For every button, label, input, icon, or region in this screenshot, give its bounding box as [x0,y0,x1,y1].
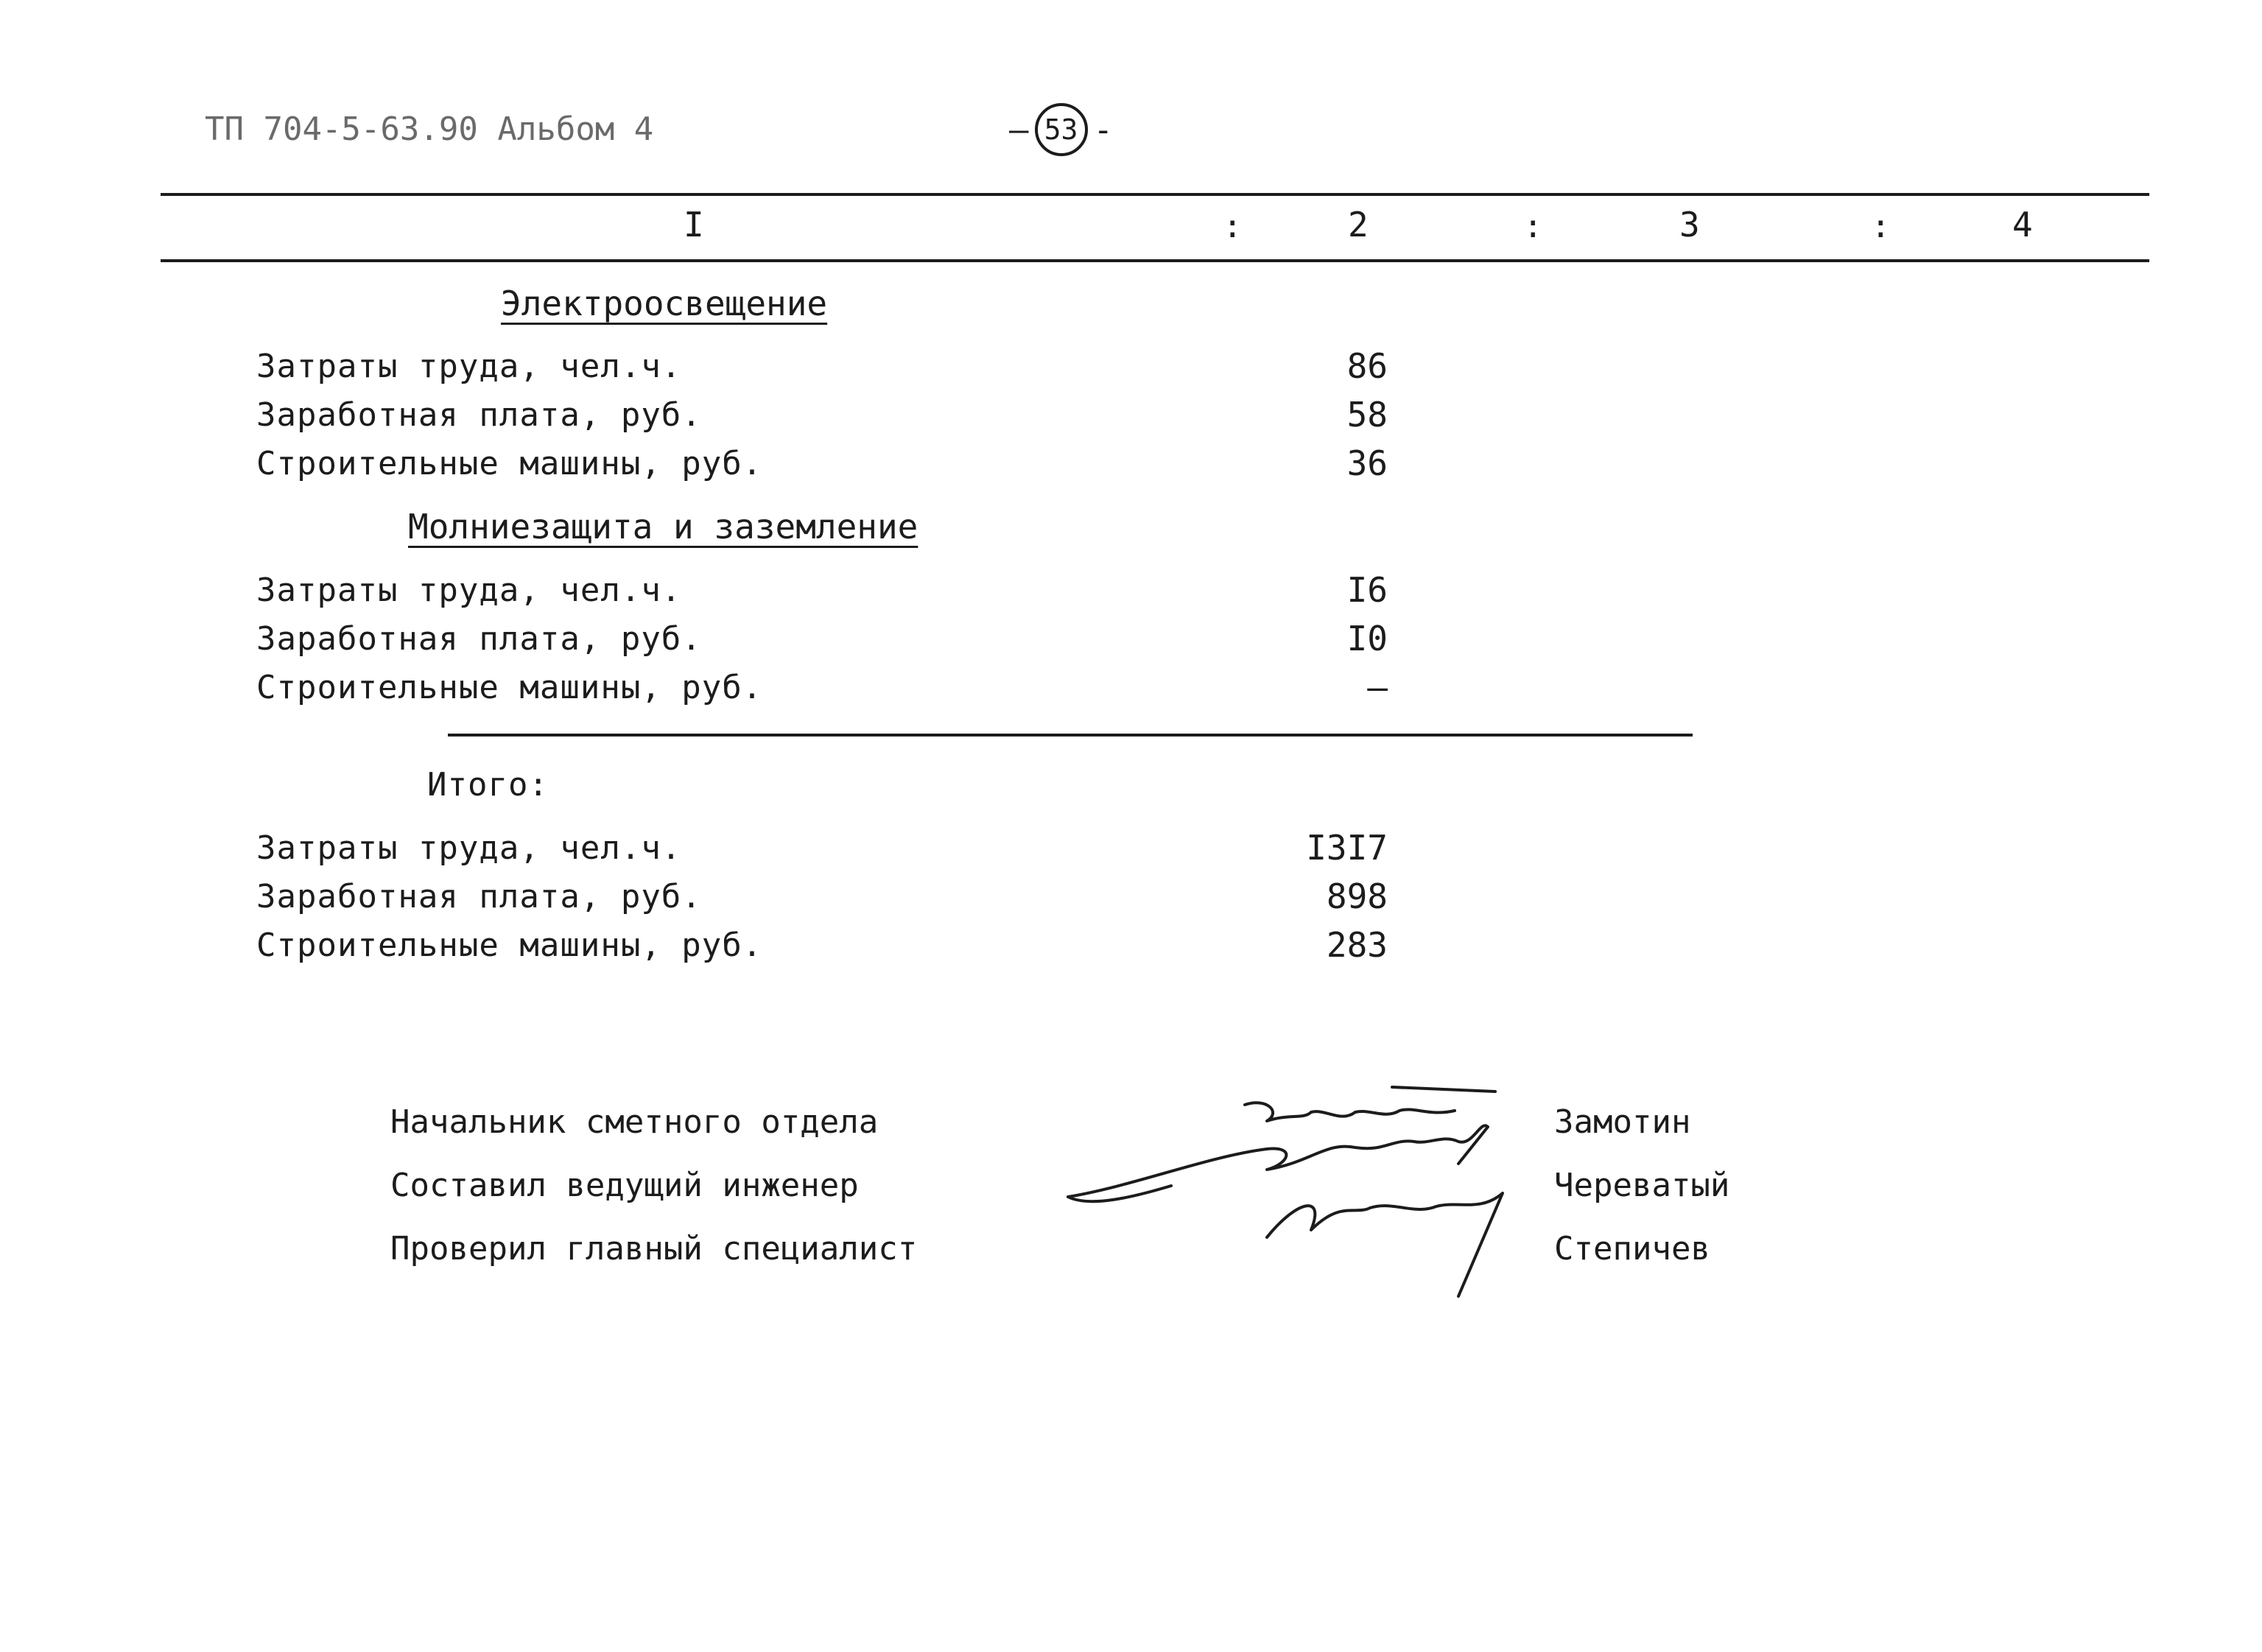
row-label: Строительные машины, руб. [256,669,763,706]
handwritten-signatures [1046,1068,1562,1311]
page-number [1009,103,1113,156]
row-value: I6 [1346,570,1388,610]
row-label: Заработная плата, руб. [256,620,702,658]
column-separator: : [1223,208,1243,245]
totals-row-value: 898 [1326,876,1388,916]
dash-left: – [1009,110,1029,149]
row-value: 36 [1346,443,1388,483]
page-number-circle: 53 [1035,103,1088,156]
row-value: 86 [1346,346,1388,386]
column-header-2: 2 [1348,205,1369,245]
row-value: I0 [1346,619,1388,658]
dash-right: - [1093,110,1113,149]
totals-rule [448,734,1693,737]
row-label: Затраты труда, чел.ч. [256,348,682,385]
column-header-4: 4 [2012,205,2033,245]
signature-name: Череватый [1554,1167,1730,1204]
row-value: – [1367,667,1388,707]
row-label: Строительные машины, руб. [256,445,763,482]
section-title: Электроосвещение [501,284,828,323]
totals-title: Итого: [427,766,549,804]
column-separator: : [1871,208,1891,245]
column-separator: : [1523,208,1543,245]
signature-role: Начальник сметного отдела [390,1103,879,1141]
table-header-bottom-rule [161,259,2149,262]
totals-row-label: Заработная плата, руб. [256,878,702,915]
section-title: Молниезащита и заземление [408,507,919,546]
row-label: Затраты труда, чел.ч. [256,572,682,609]
signature-role: Проверил главный специалист [390,1230,918,1268]
document-code: ТП 704-5-63.90 Альбом 4 [205,110,654,148]
totals-row-value: 283 [1326,925,1388,965]
totals-row-label: Строительные машины, руб. [256,927,763,964]
totals-row-value: I3I7 [1306,828,1388,868]
column-header-1: I [684,205,704,245]
row-value: 58 [1346,395,1388,435]
column-header-3: 3 [1679,205,1700,245]
signature-name: Замотин [1554,1103,1691,1141]
row-label: Заработная плата, руб. [256,396,702,434]
table-top-rule [161,193,2149,196]
signature-role: Составил ведущий инженер [390,1167,859,1204]
signature-name: Степичев [1554,1230,1710,1268]
totals-row-label: Затраты труда, чел.ч. [256,829,682,867]
